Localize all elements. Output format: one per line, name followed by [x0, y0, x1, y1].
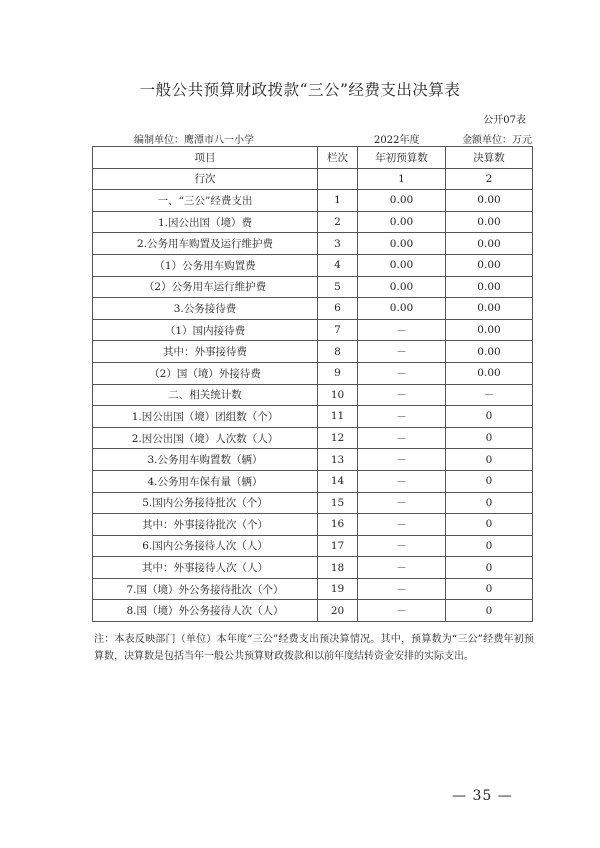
- cell-col: 4: [318, 254, 358, 276]
- cell-col: 13: [318, 449, 358, 471]
- cell-actual: 0: [446, 535, 533, 557]
- cell-budget: －: [358, 319, 446, 341]
- cell-col: 12: [318, 427, 358, 449]
- cell-actual: 0.00: [446, 233, 533, 255]
- table-row: [93, 406, 533, 428]
- year-label: 2022年度: [374, 135, 420, 146]
- cell-actual: 0.00: [446, 319, 533, 341]
- cell-item: 2.公务用车购置及运行维护费: [93, 233, 318, 255]
- cell-actual: 2: [446, 168, 533, 190]
- cell-budget: －: [358, 535, 446, 557]
- cell-col: 15: [318, 492, 358, 514]
- cell-col: 20: [318, 600, 358, 622]
- cell-col: 17: [318, 535, 358, 557]
- cell-budget: 0.00: [358, 233, 446, 255]
- table-row: [93, 341, 533, 363]
- cell-budget: －: [358, 362, 446, 384]
- header-actual: 决算数: [446, 147, 533, 169]
- unit-label: 金额单位：万元: [462, 135, 532, 146]
- cell-actual: 0: [446, 427, 533, 449]
- table-row: [93, 211, 533, 233]
- page-title: 一般公共预算财政拨款“三公”经费支出决算表: [139, 81, 461, 99]
- cell-col: 2: [318, 211, 358, 233]
- cell-budget: 0.00: [358, 211, 446, 233]
- expense-table: [92, 146, 533, 622]
- cell-col: 18: [318, 557, 358, 579]
- table-row: [93, 492, 533, 514]
- page-number: — 35 —: [452, 788, 513, 804]
- cell-item: 1.因公出国（境）团组数（个）: [93, 406, 318, 428]
- table-meta: [92, 131, 532, 145]
- cell-actual: 0: [446, 492, 533, 514]
- cell-col: 7: [318, 319, 358, 341]
- cell-budget: －: [358, 557, 446, 579]
- cell-item: （1）公务用车购置费: [93, 254, 318, 276]
- cell-item: （2）公务用车运行维护费: [93, 276, 318, 298]
- cell-budget: －: [358, 600, 446, 622]
- cell-col: [318, 168, 358, 190]
- cell-item: 3.公务用车购置数（辆）: [93, 449, 318, 471]
- cell-budget: －: [358, 427, 446, 449]
- header-budget: 年初预算数: [358, 147, 446, 169]
- cell-actual: 0: [446, 600, 533, 622]
- table-row: [93, 578, 533, 600]
- table-row: [93, 600, 533, 622]
- cell-budget: －: [358, 470, 446, 492]
- cell-budget: －: [358, 578, 446, 600]
- cell-actual: 0.00: [446, 211, 533, 233]
- org-label: 编制单位：鹰潭市八一小学: [134, 135, 254, 146]
- cell-actual: 0: [446, 557, 533, 579]
- cell-budget: 0.00: [358, 276, 446, 298]
- cell-col: 1: [318, 190, 358, 212]
- table-header-row: [93, 147, 533, 169]
- cell-col: 19: [318, 578, 358, 600]
- cell-budget: －: [358, 449, 446, 471]
- cell-budget: 0.00: [358, 254, 446, 276]
- cell-item: 其中：外事接待费: [93, 341, 318, 363]
- table-row: [93, 470, 533, 492]
- cell-item: （1）国内接待费: [93, 319, 318, 341]
- cell-actual: 0.00: [446, 298, 533, 320]
- table-row: [93, 168, 533, 190]
- cell-actual: 0.00: [446, 341, 533, 363]
- cell-budget: －: [358, 341, 446, 363]
- table-row: [93, 233, 533, 255]
- cell-actual: －: [446, 384, 533, 406]
- cell-item: 二、相关统计数: [93, 384, 318, 406]
- cell-budget: －: [358, 514, 446, 536]
- cell-item: 3.公务接待费: [93, 298, 318, 320]
- table-row: [93, 557, 533, 579]
- cell-actual: 0: [446, 470, 533, 492]
- cell-actual: 0: [446, 449, 533, 471]
- cell-item: 5.国内公务接待批次（个）: [93, 492, 318, 514]
- cell-item: 1.因公出国（境）费: [93, 211, 318, 233]
- cell-item: 行次: [93, 168, 318, 190]
- cell-budget: 0.00: [358, 190, 446, 212]
- table-row: [93, 254, 533, 276]
- cell-actual: 0.00: [446, 362, 533, 384]
- cell-actual: 0.00: [446, 276, 533, 298]
- cell-item: 一、“三公”经费支出: [93, 190, 318, 212]
- cell-item: 2.因公出国（境）人次数（人）: [93, 427, 318, 449]
- table-row: [93, 319, 533, 341]
- cell-actual: 0: [446, 406, 533, 428]
- table-row: [93, 449, 533, 471]
- cell-budget: －: [358, 406, 446, 428]
- table-body: [93, 168, 533, 621]
- cell-actual: 0.00: [446, 190, 533, 212]
- table-row: [93, 276, 533, 298]
- cell-col: 14: [318, 470, 358, 492]
- cell-item: 8.国（境）外公务接待人次（人）: [93, 600, 318, 622]
- table-code: 公开07表: [483, 115, 526, 126]
- cell-item: （2）国（境）外接待费: [93, 362, 318, 384]
- cell-col: 9: [318, 362, 358, 384]
- cell-col: 16: [318, 514, 358, 536]
- cell-col: 5: [318, 276, 358, 298]
- cell-actual: 0: [446, 514, 533, 536]
- cell-col: 8: [318, 341, 358, 363]
- table-row: [93, 535, 533, 557]
- cell-col: 10: [318, 384, 358, 406]
- cell-actual: 0.00: [446, 254, 533, 276]
- table-row: [93, 384, 533, 406]
- table-note: 注：本表反映部门（单位）本年度“三公”经费支出预决算情况。其中，预算数为“三公”经费年初预算数，决算数是包括当年一般公共预算财政拨款和以前年度结转资金安排的实际支出。: [94, 634, 534, 662]
- cell-col: 11: [318, 406, 358, 428]
- cell-budget: －: [358, 492, 446, 514]
- table-row: [93, 298, 533, 320]
- cell-item: 6.国内公务接待人次（人）: [93, 535, 318, 557]
- cell-budget: 1: [358, 168, 446, 190]
- cell-budget: 0.00: [358, 298, 446, 320]
- table-row: [93, 514, 533, 536]
- cell-item: 7.国（境）外公务接待批次（个）: [93, 578, 318, 600]
- cell-actual: 0: [446, 578, 533, 600]
- table-row: [93, 362, 533, 384]
- cell-item: 其中：外事接待人次（人）: [93, 557, 318, 579]
- cell-budget: －: [358, 384, 446, 406]
- cell-col: 6: [318, 298, 358, 320]
- table-row: [93, 190, 533, 212]
- cell-item: 4.公务用车保有量（辆）: [93, 470, 318, 492]
- header-col: 栏次: [318, 147, 358, 169]
- table-row: [93, 427, 533, 449]
- cell-col: 3: [318, 233, 358, 255]
- cell-item: 其中：外事接待批次（个）: [93, 514, 318, 536]
- header-item: 项目: [93, 147, 318, 169]
